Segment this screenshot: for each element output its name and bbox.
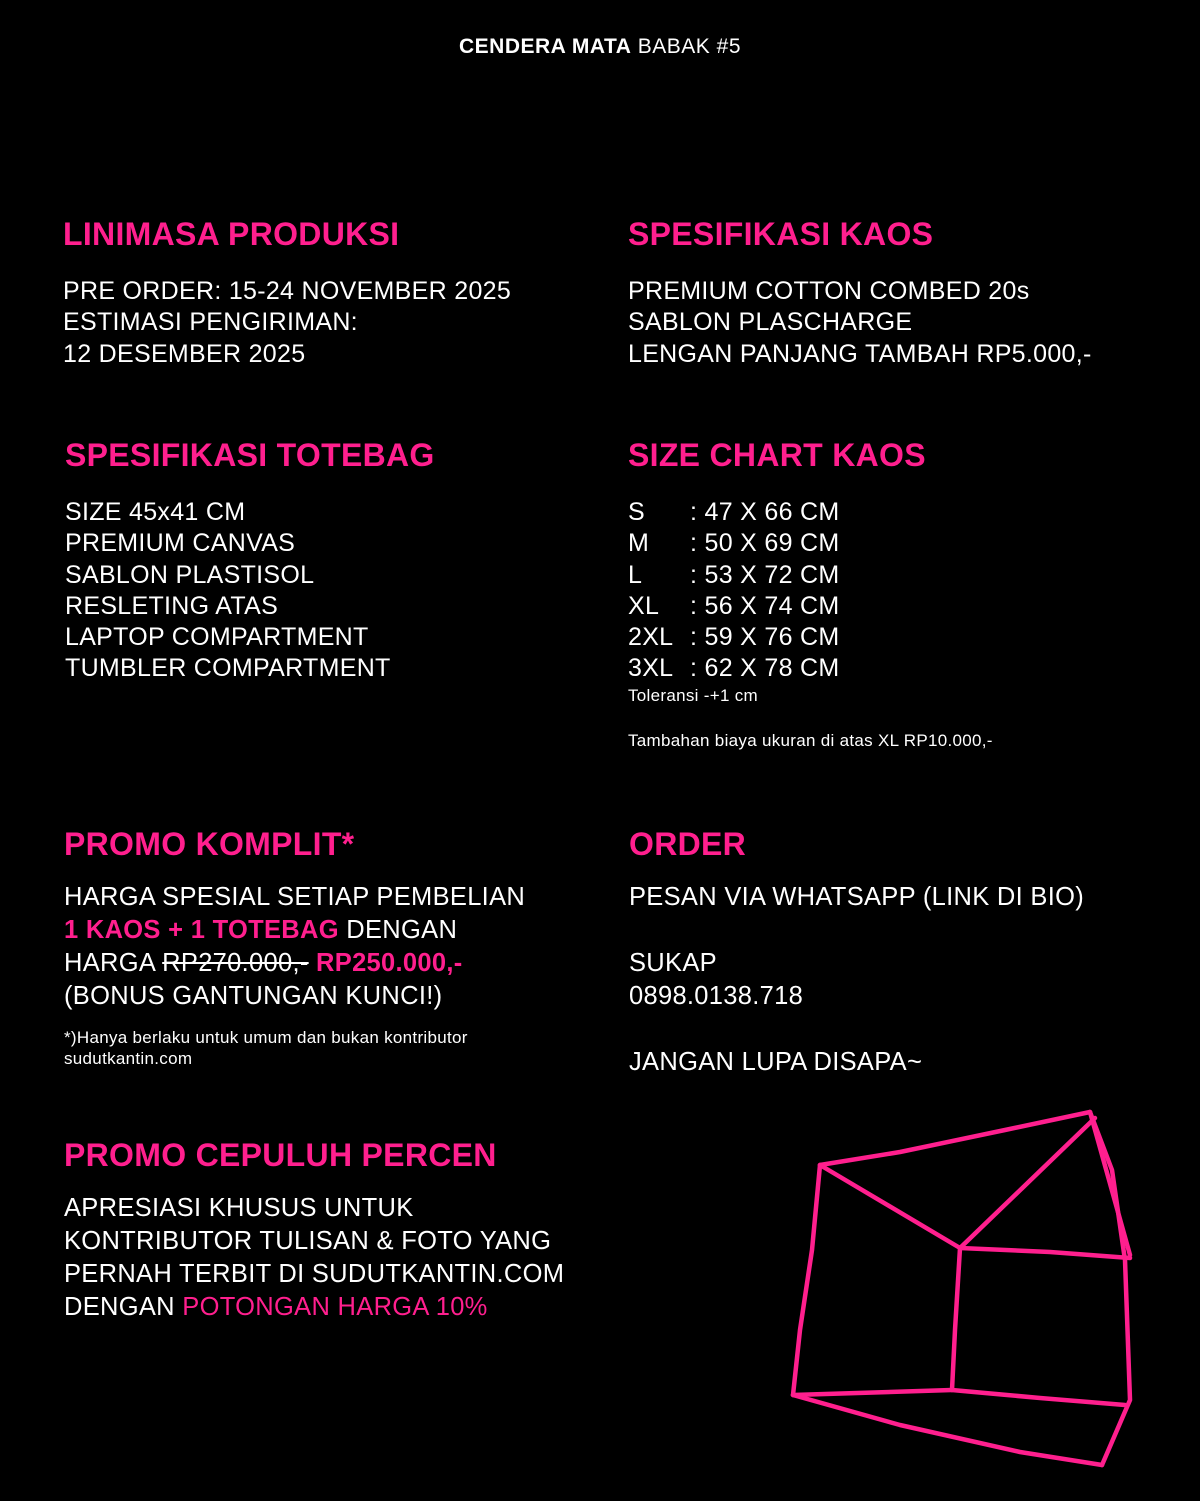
size-chart-heading: SIZE CHART KAOS	[628, 437, 926, 473]
totebag-spec-line: LAPTOP COMPARTMENT	[65, 623, 369, 652]
totebag-spec-line: TUMBLER COMPARTMENT	[65, 654, 391, 683]
size-tolerance: Toleransi -+1 cm	[628, 685, 758, 705]
promo-cepuluh-line: KONTRIBUTOR TULISAN & FOTO YANG	[64, 1227, 552, 1255]
size-label: S	[628, 498, 645, 526]
promo-komplit-line: HARGA SPESIAL SETIAP PEMBELIAN	[64, 883, 526, 911]
order-via: PESAN VIA WHATSAPP (LINK DI BIO)	[629, 883, 1085, 911]
size-chart-section	[628, 437, 993, 751]
shirt-spec-line: SABLON PLASCHARGE	[628, 308, 913, 337]
size-chart-row	[628, 528, 993, 559]
old-price: RP270.000,-	[162, 949, 309, 977]
promo-komplit-line: (BONUS GANTUNGAN KUNCI!)	[64, 982, 443, 1010]
totebag-spec-lines	[65, 497, 435, 685]
size-dims: : 62 X 78 CM	[690, 654, 840, 683]
order-lines	[629, 881, 1084, 1079]
promo-komplit-heading: PROMO KOMPLIT*	[64, 826, 355, 862]
size-dims: : 47 X 66 CM	[690, 498, 840, 526]
title-rest: BABAK #5	[637, 35, 741, 58]
timeline-line: PRE ORDER: 15-24 NOVEMBER 2025	[63, 277, 512, 305]
discount-prefix: DENGAN	[64, 1293, 183, 1321]
promo-footnote: sudutkantin.com	[64, 1049, 193, 1068]
size-label: 3XL	[628, 654, 674, 683]
size-chart-row	[628, 591, 993, 622]
shirt-spec-heading: SPESIFIKASI KAOS	[628, 216, 934, 252]
bundle-rest: DENGAN	[338, 916, 458, 944]
promo-cepuluh-line: APRESIASI KHUSUS UNTUK	[64, 1194, 414, 1222]
size-label: 2XL	[628, 623, 674, 652]
size-chart-row	[628, 560, 993, 591]
totebag-spec-line: SIZE 45x41 CM	[65, 498, 246, 526]
promo-komplit-section	[64, 826, 525, 1069]
new-price: RP250.000,-	[316, 949, 463, 977]
wireframe-cube-icon	[780, 1100, 1140, 1480]
totebag-spec-line: SABLON PLASTISOL	[65, 560, 315, 589]
timeline-heading: LINIMASA PRODUKSI	[63, 216, 400, 252]
promo-footnote: *)Hanya berlaku untuk umum dan bukan kontributor	[64, 1028, 468, 1047]
shirt-spec-line: LENGAN PANJANG TAMBAH RP5.000,-	[628, 339, 1092, 368]
totebag-spec-line: PREMIUM CANVAS	[65, 529, 296, 558]
size-label: M	[628, 529, 650, 558]
size-extra-fee: Tambahan biaya ukuran di atas XL RP10.000,-	[628, 730, 993, 750]
order-phone: 0898.0138.718	[629, 982, 804, 1010]
price-prefix: HARGA	[64, 949, 163, 977]
bundle-highlight: 1 KAOS + 1 TOTEBAG	[64, 916, 339, 944]
size-dims: : 53 X 72 CM	[690, 560, 840, 589]
timeline-section	[63, 216, 511, 370]
timeline-lines	[63, 276, 511, 370]
shirt-spec-section	[628, 216, 1092, 370]
order-spacer	[629, 914, 1084, 947]
order-spacer	[629, 1013, 1084, 1046]
size-chart-row	[628, 497, 993, 528]
promo-komplit-lines	[64, 881, 525, 1013]
promo-cepuluh-line	[64, 1291, 564, 1324]
order-name: SUKAP	[629, 949, 717, 977]
totebag-spec-line: RESLETING ATAS	[65, 591, 279, 620]
promo-cepuluh-heading: PROMO CEPULUH PERCEN	[64, 1137, 497, 1173]
order-heading: ORDER	[629, 826, 747, 862]
order-section	[629, 826, 1084, 1079]
promo-komplit-line	[64, 947, 525, 980]
page-title	[0, 35, 1200, 59]
size-dims: : 59 X 76 CM	[690, 623, 840, 652]
promo-cepuluh-line: PERNAH TERBIT DI SUDUTKANTIN.COM	[64, 1260, 565, 1288]
title-bold: CENDERA MATA	[458, 35, 632, 58]
size-label: L	[628, 560, 643, 589]
size-chart-table	[628, 497, 993, 685]
timeline-line: 12 DESEMBER 2025	[63, 339, 306, 368]
size-chart-row	[628, 622, 993, 653]
promo-cepuluh-lines	[64, 1192, 564, 1324]
timeline-line: ESTIMASI PENGIRIMAN:	[63, 308, 358, 337]
shirt-spec-line: PREMIUM COTTON COMBED 20s	[628, 277, 1030, 305]
order-closing: JANGAN LUPA DISAPA~	[629, 1048, 923, 1076]
totebag-spec-heading: SPESIFIKASI TOTEBAG	[65, 437, 435, 473]
size-dims: : 50 X 69 CM	[690, 529, 840, 558]
size-dims: : 56 X 74 CM	[690, 591, 840, 620]
shirt-spec-lines	[628, 276, 1092, 370]
size-label: XL	[628, 591, 660, 620]
promo-komplit-line	[64, 914, 525, 947]
discount-highlight: POTONGAN HARGA 10%	[182, 1293, 488, 1321]
totebag-spec-section	[65, 437, 435, 685]
promo-cepuluh-section	[64, 1137, 564, 1324]
size-chart-row	[628, 653, 993, 684]
